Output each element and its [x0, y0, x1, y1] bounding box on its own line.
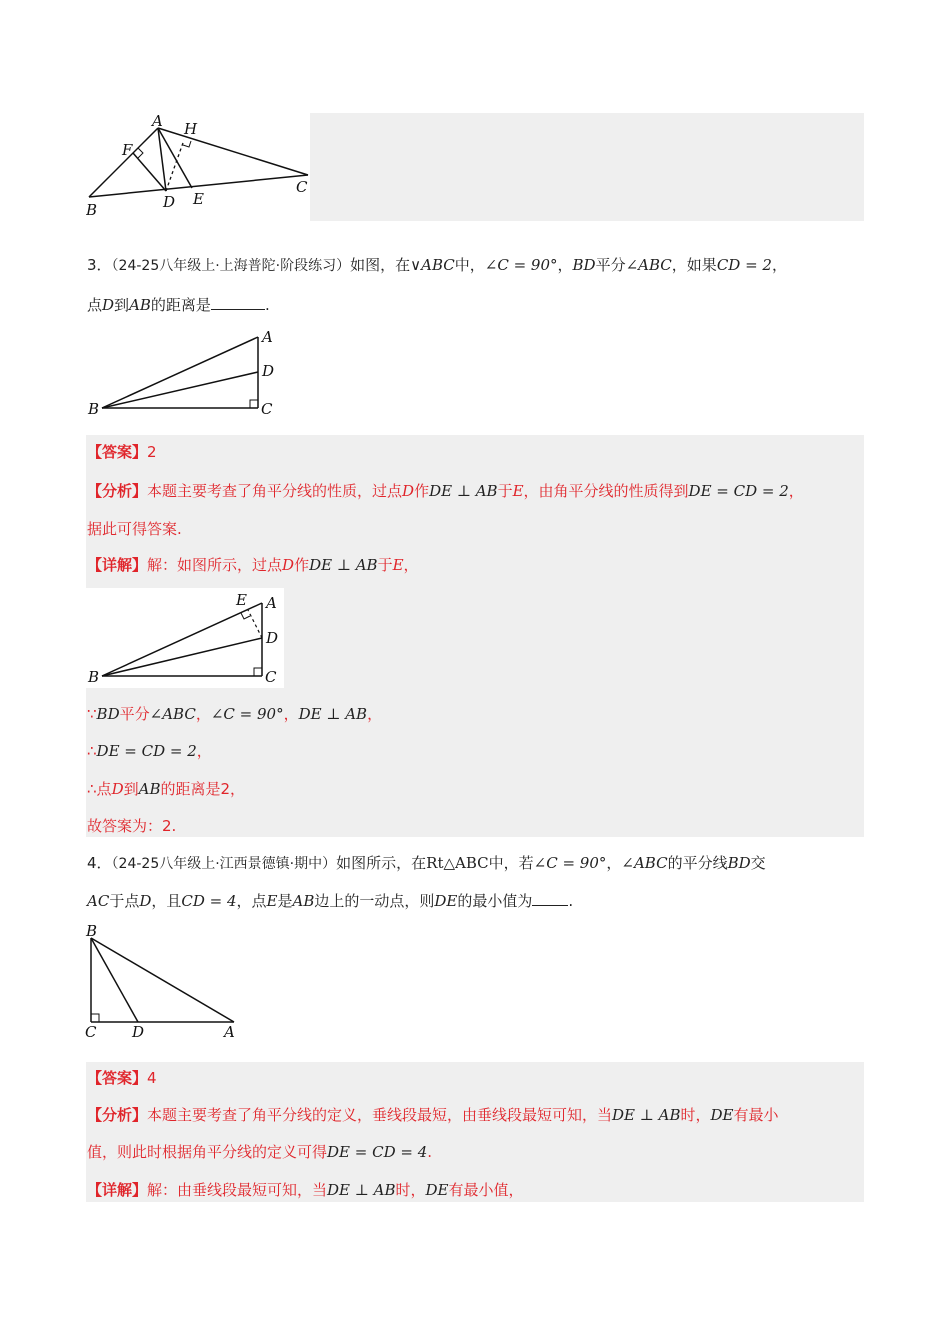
q3-answer-blank[interactable]: [211, 295, 265, 310]
top-label-B: B: [86, 201, 98, 219]
q4-label-B: B: [86, 922, 98, 940]
q4-label-D: D: [132, 1023, 145, 1041]
q4-analysis-line2: 值，则此时根据角平分线的定义可得DE = CD = 4.: [87, 1143, 433, 1161]
q3-triangle-figure: [86, 326, 286, 418]
q3-detail-label-C: C: [265, 668, 277, 686]
q4-answer-blank[interactable]: [532, 891, 568, 906]
q4-detail-line: 【详解】解：由垂线段最短可知，当DE ⊥ AB时，DE有最小值，: [87, 1181, 524, 1199]
q3-detail-label-E: E: [236, 591, 247, 609]
q3-detail-label-D: D: [266, 629, 279, 647]
top-label-F: F: [122, 141, 133, 159]
q3-final-answer: 故答案为：2.: [87, 817, 177, 835]
q4-label-C: C: [85, 1023, 97, 1041]
q3-step1: ∵BD平分∠ABC，∠C = 90°，DE ⊥ AB，: [87, 705, 383, 723]
q3-step2: ∴DE = CD = 2，: [87, 742, 212, 760]
q3-detail-line: 【详解】解：如图所示，过点D作DE ⊥ AB于E，: [87, 556, 419, 574]
top-label-C: C: [296, 178, 308, 196]
top-label-A: A: [152, 113, 163, 130]
q3-analysis-line1: 【分析】本题主要考查了角平分线的性质，过点D作DE ⊥ AB于E，由角平分线的性质得到DE = CD = 2，: [87, 482, 804, 500]
q3-stem-line1: 3．（24-25八年级上·上海普陀·阶段练习）如图，在∨ABC中，∠C = 90°，BD平分∠ABC，如果CD = 2，: [87, 256, 787, 274]
q3-stem-line2: 点D到AB的距离是 .: [87, 296, 270, 314]
q3-detail-label-B: B: [88, 668, 100, 686]
q3-detail-figure: [86, 588, 284, 688]
q3-answer-line: 【答案】2: [87, 443, 157, 461]
q3-label-B: B: [88, 400, 100, 418]
top-label-D: D: [163, 193, 176, 211]
top-triangle-figure: [86, 113, 310, 221]
q3-label-A: A: [262, 328, 273, 346]
q3-detail-label-A: A: [266, 594, 277, 612]
q3-analysis-line2: 据此可得答案.: [87, 520, 182, 538]
q3-label-C: C: [261, 400, 273, 418]
q3-step3: ∴点D到AB的距离是2，: [87, 780, 246, 798]
top-label-H: H: [184, 120, 198, 138]
q3-label-D: D: [262, 362, 275, 380]
q4-analysis-line1: 【分析】本题主要考查了角平分线的定义，垂线段最短，由垂线段最短可知，当DE ⊥ AB时，DE有最小: [87, 1106, 779, 1124]
q4-label-A: A: [224, 1023, 235, 1041]
q4-stem-line2: AC于点D，且CD = 4，点E是AB边上的一动点，则DE的最小值为 .: [87, 892, 574, 910]
q4-triangle-figure: [82, 922, 242, 1042]
q4-answer-line: 【答案】4: [87, 1069, 157, 1087]
top-label-E: E: [193, 190, 204, 208]
q4-stem-line1: 4．（24-25八年级上·江西景德镇·期中）如图所示，在Rt△ABC中，若∠C = 90°，∠ABC的平分线BD交: [87, 854, 766, 872]
